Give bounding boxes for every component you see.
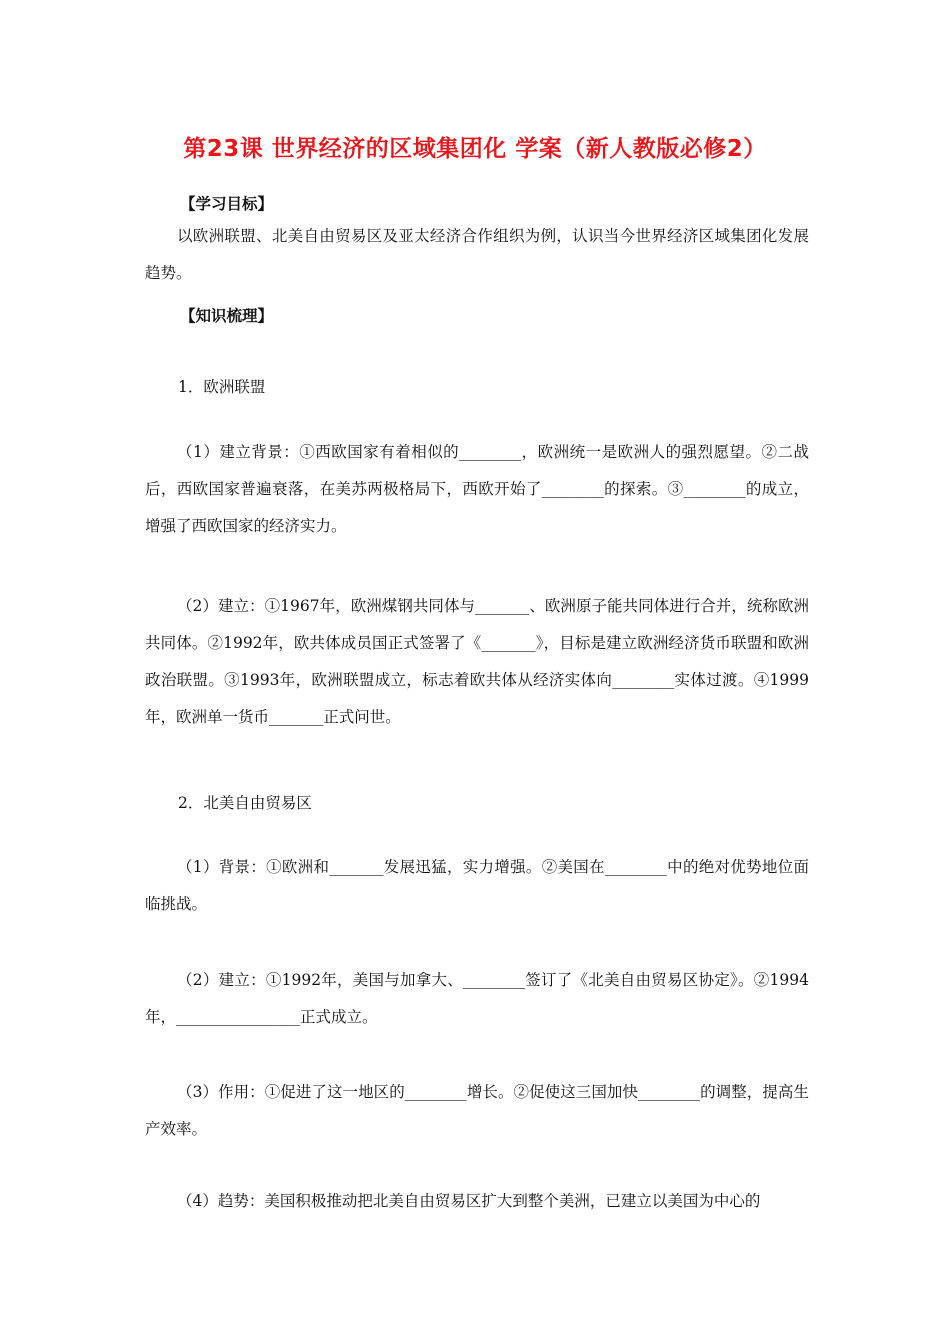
section-eu-title: 1．欧洲联盟 [178, 378, 266, 396]
nafta-background-paragraph: （1）背景：①欧洲和_______发展迅猛，实力增强。②美国在________中的绝对优势地位面临挑战。 [145, 858, 809, 913]
nafta-effect-paragraph: （3）作用：①促进了这一地区的________增长。②促使这三国加快________的调整，提高生产效率。 [145, 1083, 809, 1138]
nafta-establishment-paragraph: （2）建立：①1992年，美国与加拿大、________签订了《北美自由贸易区协定》。②1994年，________________正式成立。 [145, 971, 809, 1026]
learning-goals-text: 以欧洲联盟、北美自由贸易区及亚太经济合作组织为例，认识当今世界经济区域集团化发展趋势。 [145, 227, 809, 282]
eu-background-paragraph: （1）建立背景：①西欧国家有着相似的________，欧洲统一是欧洲人的强烈愿望。②二战后，西欧国家普遍衰落，在美苏两极格局下，西欧开始了________的探索。③________的成立，增强了西欧国家的经济实力。 [145, 443, 809, 535]
section-nafta-title: 2．北美自由贸易区 [178, 794, 312, 812]
knowledge-review-heading: 【知识梳理】 [180, 307, 274, 325]
learning-goals-heading: 【学习目标】 [180, 195, 274, 213]
eu-establishment-paragraph: （2）建立：①1967年，欧洲煤钢共同体与_______、欧洲原子能共同体进行合并，统称欧洲共同体。②1992年，欧共体成员国正式签署了《_______》，目标是建立欧洲经济货币联盟和欧洲政治联盟。③1993年，欧洲联盟成立，标志着欧共体从经济实体向________实体过渡。④1999年，欧洲单一货币_______正式问世。 [145, 597, 809, 726]
nafta-trend-paragraph: （4）趋势：美国积极推动把北美自由贸易区扩大到整个美洲，已建立以美国为中心的 [177, 1192, 761, 1210]
document-title: 第23课 世界经济的区域集团化 学案（新人教版必修2） [183, 136, 767, 162]
